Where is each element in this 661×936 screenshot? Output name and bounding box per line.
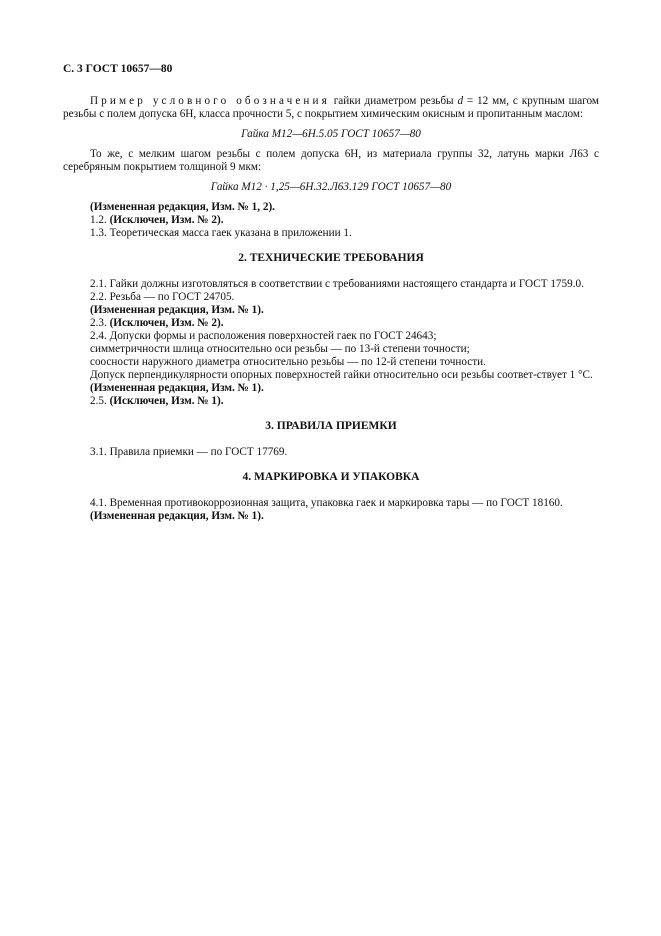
clause-number: 2.3. bbox=[90, 317, 110, 329]
example-lead: Пример условного обозначения bbox=[90, 95, 330, 107]
clause-1-2 bbox=[63, 214, 599, 227]
amendment-note: (Измененная редакция, Изм. № 1). bbox=[90, 382, 264, 394]
d-variable: d bbox=[457, 95, 464, 107]
formula-1: Гайка М12—6Н.5.05 ГОСТ 10657—80 bbox=[241, 128, 421, 140]
amendment-note: (Измененная редакция, Изм. № 1). bbox=[90, 510, 264, 522]
section-title-2: 2. ТЕХНИЧЕСКИЕ ТРЕБОВАНИЯ bbox=[238, 252, 424, 264]
clause-2-2: 2.2. Резьба — по ГОСТ 24705. bbox=[90, 291, 235, 303]
clause-3-1: 3.1. Правила приемки — по ГОСТ 17769. bbox=[90, 446, 288, 458]
example-paragraph-2: То же, с мелким шагом резьбы с полем допуска 6Н, из материала группы 32, латунь марки Л63 с серебряным покрытием толщиной 9 мкм: bbox=[63, 148, 599, 173]
clause-2-3 bbox=[63, 317, 599, 330]
clause-1-3: 1.3. Теоретическая масса гаек указана в приложении 1. bbox=[90, 227, 352, 239]
clause-excluded: (Исключен, Изм. № 2). bbox=[109, 214, 224, 226]
example-paragraph bbox=[63, 95, 599, 121]
amendment-note: (Измененная редакция, Изм. № 1, 2). bbox=[90, 201, 275, 213]
clause-2-4-perpendicularity: Допуск перпендикулярности опорных поверхностей гайки относительно оси резьбы соответ-ствует 1 °С. bbox=[90, 369, 593, 381]
clause-2-5 bbox=[63, 395, 599, 408]
example-text-tail: = 12 мм, с крупным шагом резьбы с полем допуска 6Н, класса прочности 5, с покрытием химическим окисным и пропитанным маслом: bbox=[63, 95, 599, 120]
clause-2-4: 2.4. Допуски формы и расположения поверхностей гаек по ГОСТ 24643; bbox=[90, 330, 437, 342]
page-header: С. 3 ГОСТ 10657—80 bbox=[63, 63, 173, 75]
clause-4-1: 4.1. Временная противокоррозионная защита, упаковка гаек и маркировка тары — по ГОСТ 18160. bbox=[90, 497, 563, 509]
section-title-4: 4. МАРКИРОВКА И УПАКОВКА bbox=[242, 471, 420, 483]
document-page bbox=[63, 63, 599, 523]
amendment-note: (Измененная редакция, Изм. № 1). bbox=[90, 304, 264, 316]
clause-2-4-symmetry: симметричности шлица относительно оси резьбы — по 13-й степени точности; bbox=[90, 343, 470, 355]
clause-excluded: (Исключен, Изм. № 1). bbox=[109, 395, 224, 407]
clause-2-1: 2.1. Гайки должны изготовляться в соответствии с требованиями настоящего стандарта и ГОСТ 1759.0. bbox=[90, 278, 584, 290]
clause-2-4-coaxiality: соосности наружного диаметра относительно резьбы — по 12-й степени точности. bbox=[90, 356, 486, 368]
clause-excluded: (Исключен, Изм. № 2). bbox=[109, 317, 224, 329]
clause-number: 2.5. bbox=[90, 395, 110, 407]
clause-number: 1.2. bbox=[90, 214, 110, 226]
formula-2: Гайка М12 · 1,25—6Н.32.Л63.129 ГОСТ 10657—80 bbox=[210, 181, 452, 193]
example-text: гайки диаметром резьбы bbox=[329, 95, 458, 107]
section-title-3: 3. ПРАВИЛА ПРИЕМКИ bbox=[265, 420, 397, 432]
